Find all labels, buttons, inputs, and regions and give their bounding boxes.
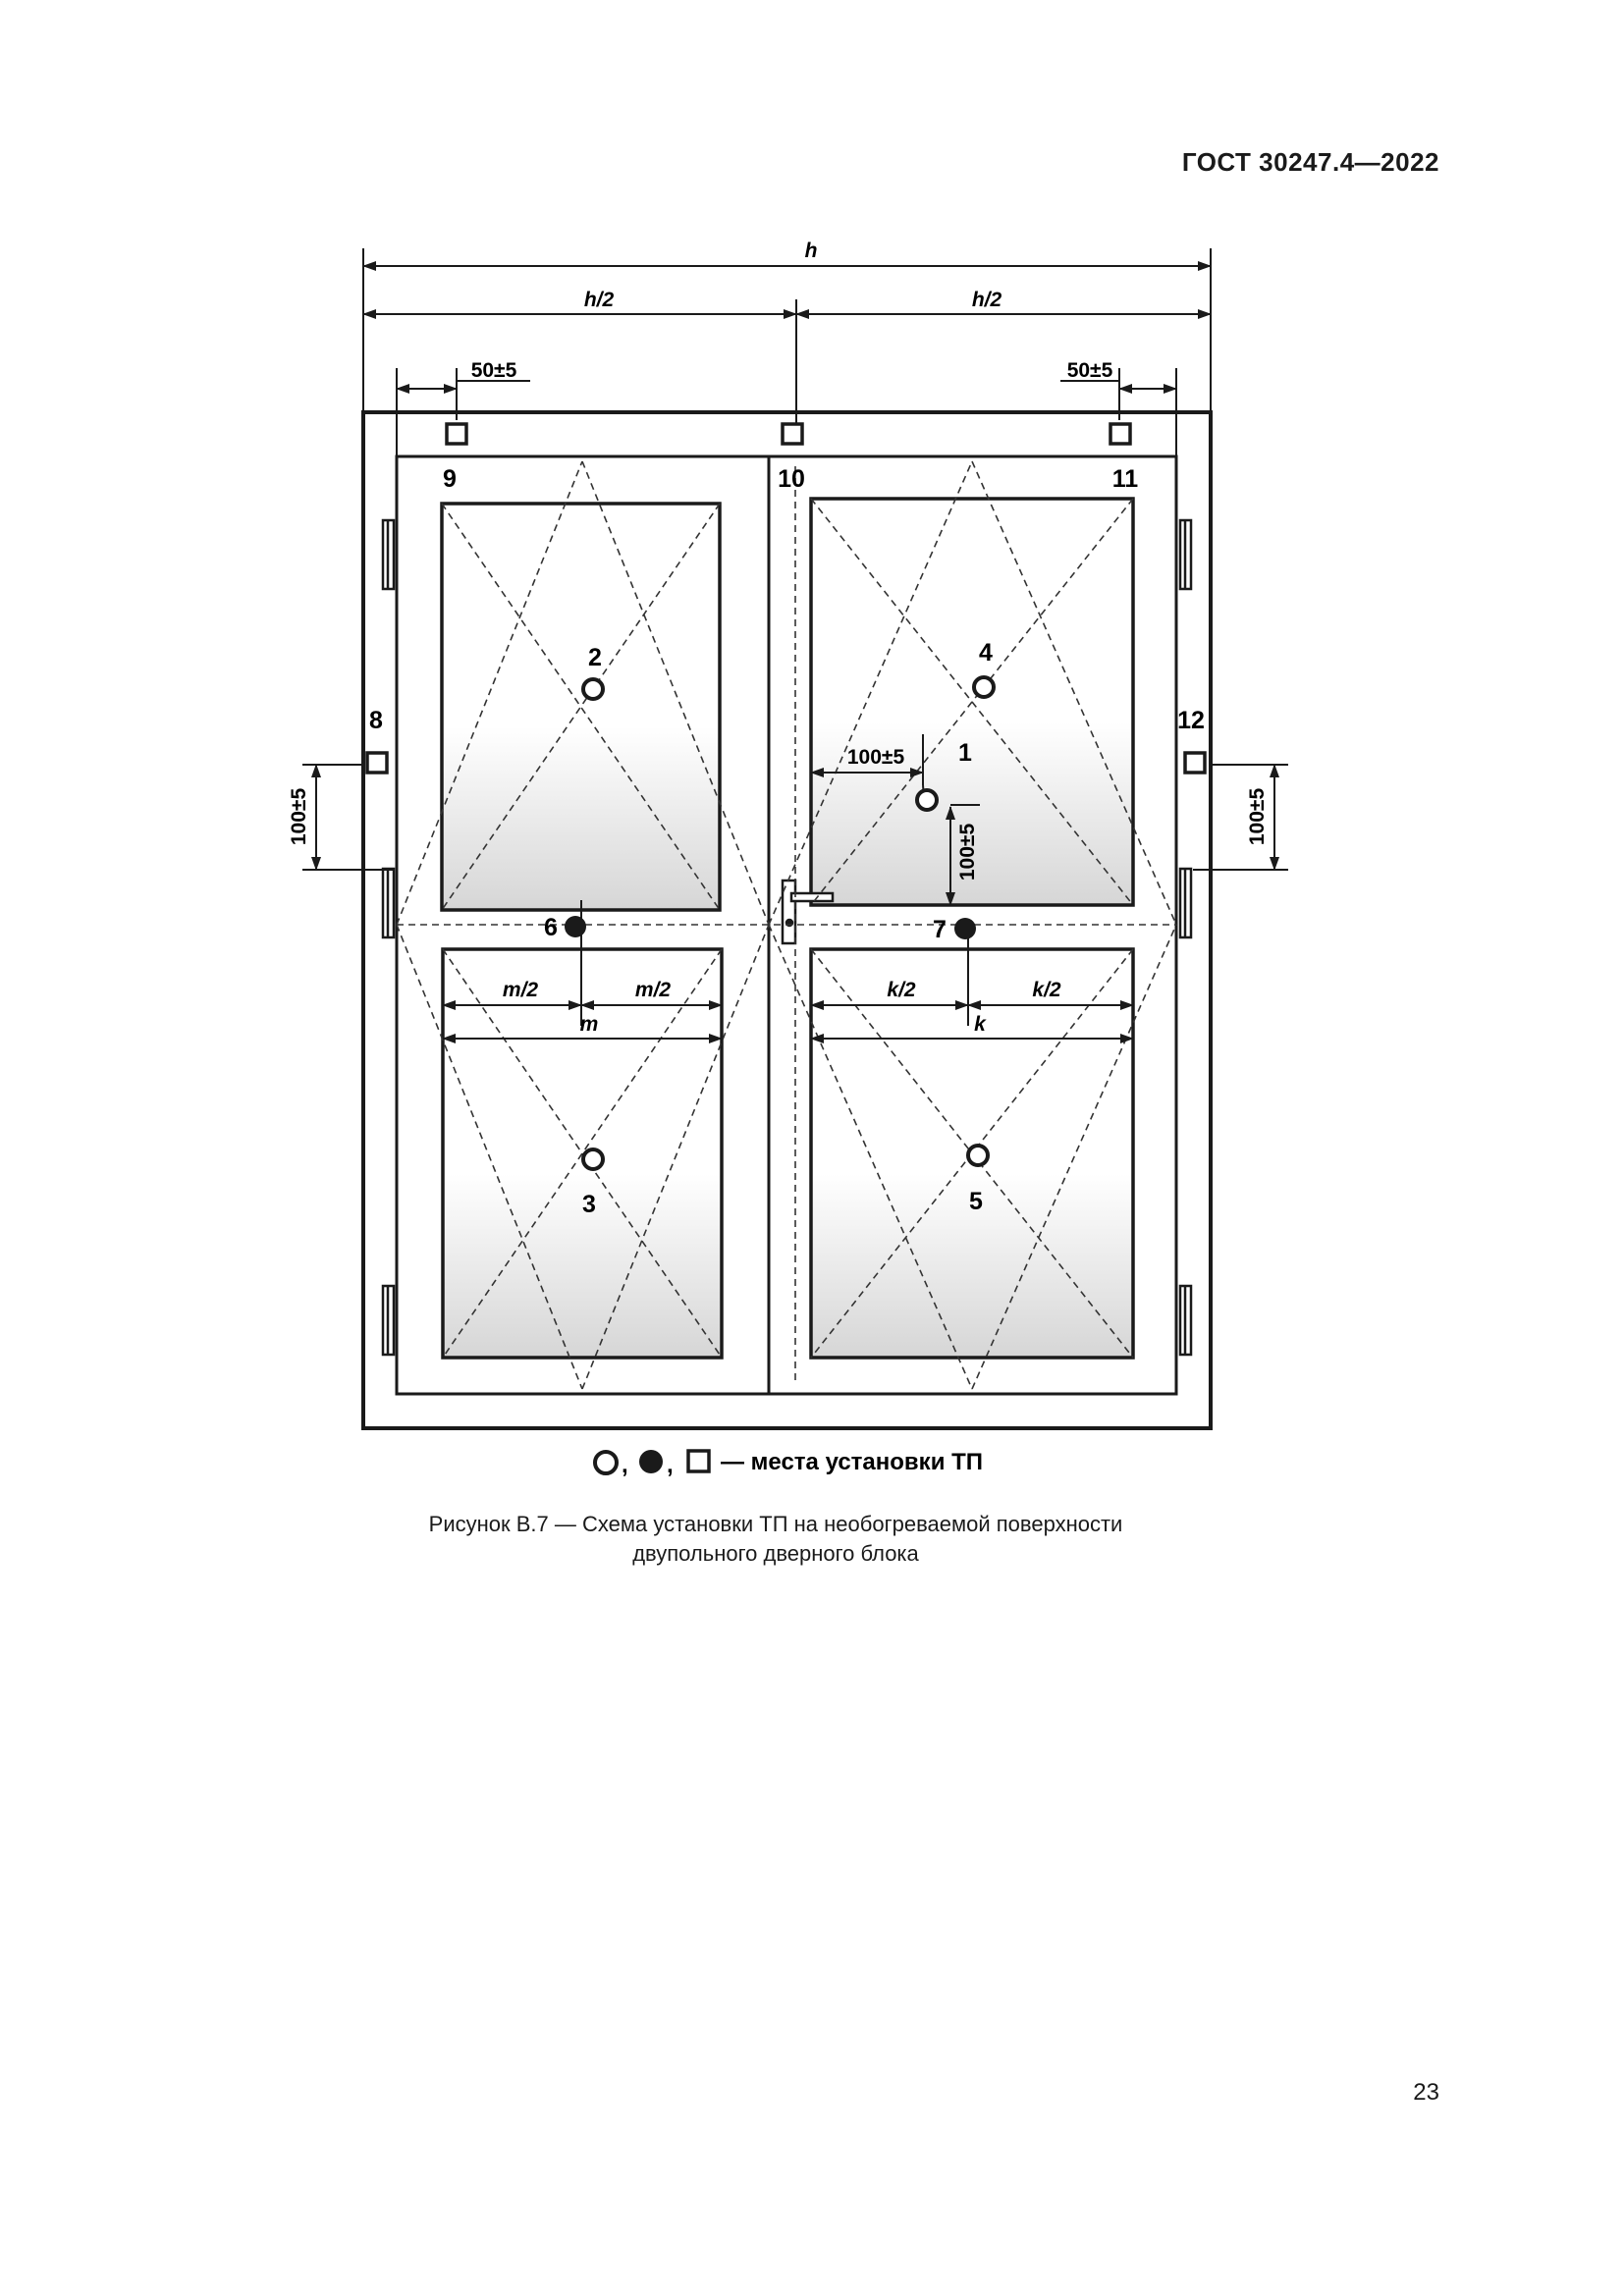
point-label-8: 8 <box>369 707 383 734</box>
dim-label-m-half-left: m/2 <box>502 979 539 1001</box>
dim-label-100-left: 100±5 <box>288 787 310 846</box>
dim-label-50-right: 50±5 <box>1066 359 1113 382</box>
legend-text: — места установки ТП <box>721 1449 984 1475</box>
point-label-6: 6 <box>544 914 558 941</box>
point-label-4: 4 <box>979 639 993 667</box>
legend-separator-2: , <box>667 1452 674 1478</box>
point-label-10: 10 <box>778 465 805 493</box>
point-label-3: 3 <box>582 1191 596 1218</box>
point-label-7: 7 <box>933 916 947 943</box>
point-marker-12 <box>1185 753 1205 773</box>
point-marker-1 <box>917 790 937 810</box>
point-label-1: 1 <box>958 739 972 767</box>
dim-label-100-point1-horizontal: 100±5 <box>846 746 905 769</box>
figure-caption <box>0 1510 1551 1569</box>
point-label-9: 9 <box>443 465 457 493</box>
dim-label-h: h <box>804 240 818 262</box>
legend-filled-circle-icon <box>639 1450 663 1473</box>
dim-label-k-half-left: k/2 <box>887 979 916 1001</box>
point-marker-4 <box>974 677 994 697</box>
figure-caption-line-1: Рисунок В.7 — Схема установки ТП на необогреваемой поверхности <box>428 1512 1123 1536</box>
point-marker-7 <box>954 918 976 939</box>
point-marker-2 <box>583 679 603 699</box>
dim-label-k: k <box>974 1013 986 1036</box>
page-number: 23 <box>1413 2079 1439 2106</box>
legend-separator-1: , <box>622 1452 628 1478</box>
point-label-5: 5 <box>969 1188 983 1215</box>
dim-label-h-half-right: h/2 <box>971 289 1002 311</box>
point-marker-11 <box>1110 424 1130 444</box>
legend-square-icon <box>688 1451 709 1471</box>
document-standard-header: ГОСТ 30247.4—2022 <box>1181 147 1439 177</box>
dim-label-50-left: 50±5 <box>470 359 517 382</box>
point-marker-10 <box>783 424 802 444</box>
figure-caption-line-2: двупольного дверного блока <box>632 1541 919 1566</box>
point-marker-3 <box>583 1149 603 1169</box>
point-marker-9 <box>447 424 466 444</box>
point-marker-5 <box>968 1146 988 1165</box>
dim-label-100-point1-vertical: 100±5 <box>956 823 979 881</box>
point-marker-6 <box>565 916 586 937</box>
dim-label-m-half-right: m/2 <box>634 979 672 1001</box>
point-marker-8 <box>367 753 387 773</box>
legend <box>595 1449 983 1478</box>
dim-label-k-half-right: k/2 <box>1032 979 1061 1001</box>
legend-open-circle-icon <box>595 1452 617 1473</box>
point-label-2: 2 <box>588 644 602 671</box>
dim-label-h-half-left: h/2 <box>583 289 615 311</box>
dim-label-m: m <box>579 1013 599 1036</box>
point-label-12: 12 <box>1177 707 1205 734</box>
point-label-11: 11 <box>1111 465 1139 493</box>
dim-label-100-right: 100±5 <box>1246 787 1269 846</box>
